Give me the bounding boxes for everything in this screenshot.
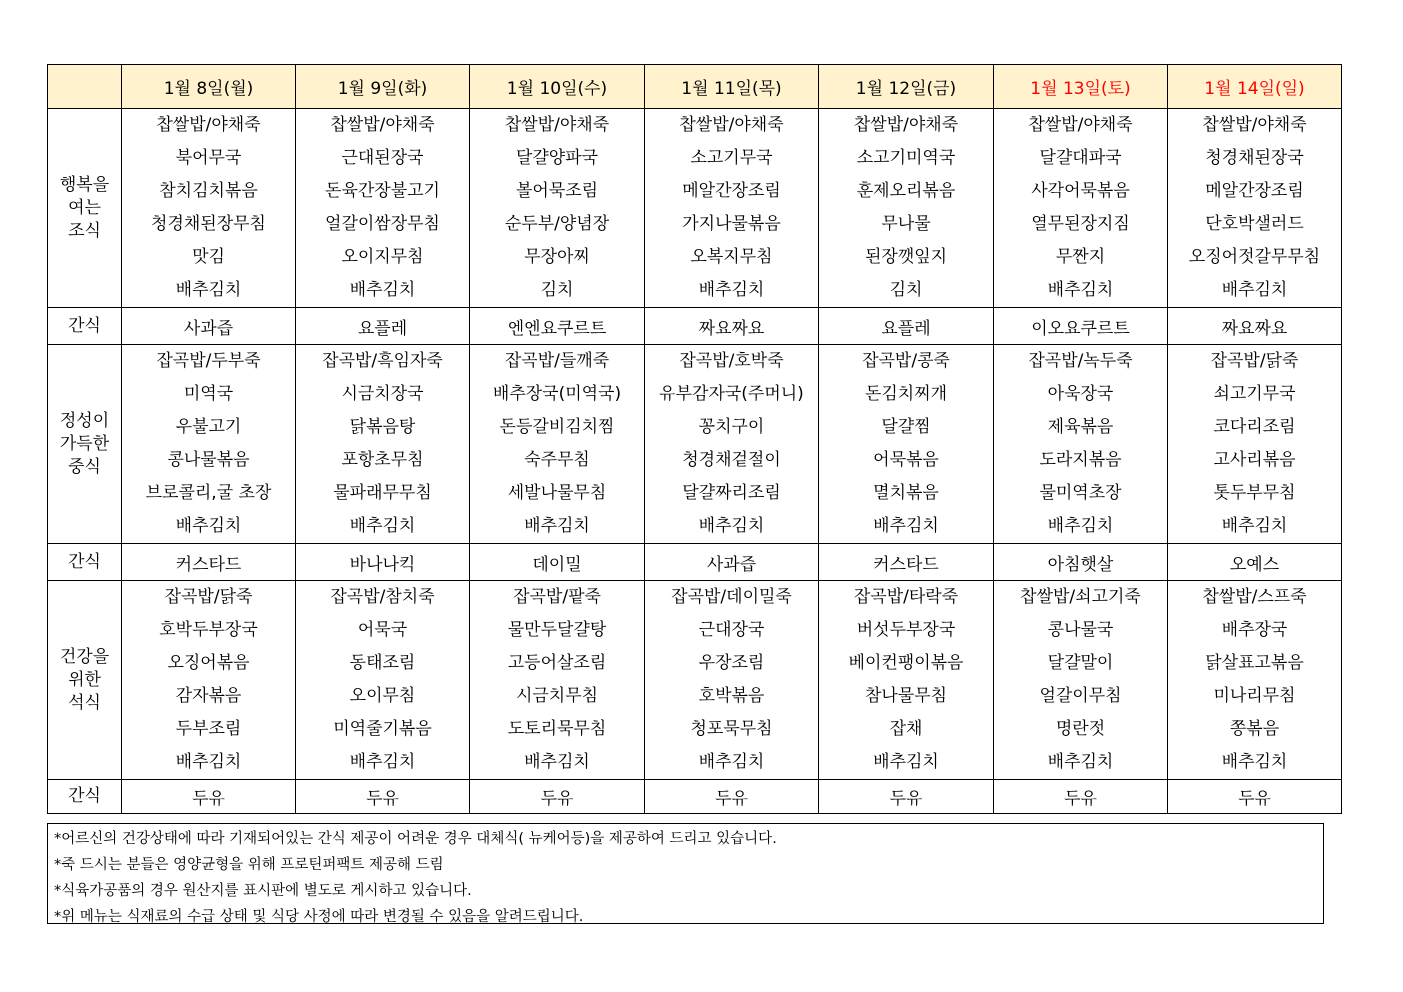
dish-item: 배추김치: [1047, 516, 1114, 536]
meal-cell: [122, 581, 296, 780]
day-header-sunday: 1월 14일(일): [1168, 65, 1342, 109]
dish-item: 소고기무국: [690, 148, 773, 168]
dish-item: 메알간장조림: [1205, 181, 1304, 201]
dish-item: 코다리조림: [1213, 417, 1296, 437]
dish-item: 배추장국: [1221, 620, 1288, 640]
meal-cell: [994, 109, 1168, 308]
dish-item: 도라지볶음: [1039, 450, 1122, 470]
meal-cell: [296, 581, 470, 780]
dish-item: 볼어묵조림: [515, 181, 599, 201]
snack-item: 두유: [1168, 780, 1342, 814]
dish-item: 잡곡밥/호박죽: [679, 351, 784, 371]
dish-item: 미역국: [183, 384, 234, 404]
dish-item: 배추김치: [349, 516, 416, 536]
dish-item: 청포묵무침: [690, 719, 773, 739]
meal-cell: [994, 345, 1168, 544]
dish-item: 배추김치: [1221, 752, 1288, 772]
dish-item: 우불고기: [175, 417, 242, 437]
dish-item: 배추김치: [175, 516, 242, 536]
dish-item: 잡곡밥/콩죽: [862, 351, 950, 371]
snack-item: 짜요짜요: [1168, 308, 1342, 345]
dish-item: 배추장국(미역국): [492, 384, 622, 404]
dish-item: 돈김치찌개: [864, 384, 948, 404]
meal-cell: [819, 109, 994, 308]
dish-item: 배추김치: [873, 516, 939, 536]
dish-item: 잡곡밥/닭죽: [164, 587, 253, 607]
dish-item: 배추김치: [1047, 280, 1114, 300]
dish-item: 도토리묵무침: [507, 719, 607, 739]
dish-item: 된장깻잎지: [864, 247, 948, 267]
dish-item: 오복지무침: [690, 247, 773, 267]
dish-item: 찹쌀밥/야채죽: [1202, 115, 1307, 135]
snack-item: 짜요짜요: [645, 308, 819, 345]
snack-item: 오예스: [1168, 544, 1342, 581]
dish-item: 배추김치: [873, 752, 939, 772]
snack-item: 사과즙: [645, 544, 819, 581]
snack-label: 간식: [48, 544, 122, 581]
dish-item: 북어무국: [175, 148, 242, 168]
dish-item: 감자볶음: [175, 686, 242, 706]
meal-cell: [296, 345, 470, 544]
snack-item: 바나나킥: [296, 544, 470, 581]
dish-item: 물만두달걀탕: [507, 620, 607, 640]
day-header: 1월 11일(목): [645, 65, 819, 109]
dish-item: 잡채: [889, 719, 923, 739]
meal-cell: [645, 345, 819, 544]
dish-item: 얼갈이무침: [1039, 686, 1122, 706]
meal-cell: [470, 581, 645, 780]
dish-item: 베이컨팽이볶음: [848, 653, 964, 673]
dish-item: 배추김치: [698, 752, 765, 772]
dish-item: 잡곡밥/타락죽: [853, 587, 959, 607]
dish-item: 배추김치: [175, 280, 242, 300]
meal-cell: [994, 581, 1168, 780]
dish-item: 닭볶음탕: [349, 417, 416, 437]
dish-item: 톳두부무침: [1213, 483, 1296, 503]
meal-cell: [819, 345, 994, 544]
dish-item: 무짠지: [1055, 247, 1106, 267]
day-header: 1월 10일(수): [470, 65, 645, 109]
dish-item: 훈제오리볶음: [856, 181, 956, 201]
dish-item: 청경채된장국: [1205, 148, 1304, 168]
dish-item: 콩나물국: [1047, 620, 1114, 640]
dish-item: 미나리무침: [1213, 686, 1296, 706]
snack-row-2: [48, 544, 1342, 581]
dish-item: 잡곡밥/녹두죽: [1028, 351, 1133, 371]
dish-item: 달걀짜리조림: [682, 483, 781, 503]
dish-item: 돈등갈비김치찜: [499, 417, 615, 437]
meal-cell: [296, 109, 470, 308]
snack-item: 두유: [122, 780, 296, 814]
dish-item: 얼갈이쌈장무침: [325, 214, 440, 234]
dish-item: 유부감자국(주머니): [659, 384, 804, 404]
dish-item: 배추김치: [524, 516, 590, 536]
dish-item: 잡곡밥/들깨죽: [504, 351, 610, 371]
dish-item: 우장조림: [698, 653, 765, 673]
dish-item: 오징어볶음: [167, 653, 250, 673]
dish-item: 잡곡밥/데이밀죽: [671, 587, 792, 607]
meal-cell: [470, 345, 645, 544]
dish-item: 사각어묵볶음: [1031, 181, 1130, 201]
dish-item: 찹쌀밥/야채죽: [504, 115, 610, 135]
dish-item: 호박볶음: [698, 686, 765, 706]
weekly-menu-table: [47, 64, 1342, 814]
dish-item: 참치김치볶음: [159, 181, 258, 201]
dish-item: 미역줄기볶음: [333, 719, 432, 739]
dish-item: 콩나물볶음: [167, 450, 250, 470]
day-header: 1월 8일(월): [122, 65, 296, 109]
dish-item: 잡곡밥/두부죽: [156, 351, 261, 371]
dish-item: 참나물무침: [864, 686, 948, 706]
dish-item: 어묵국: [357, 620, 408, 640]
snack-item: 두유: [819, 780, 994, 814]
snack-row-3: [48, 780, 1342, 814]
dish-item: 배추김치: [698, 516, 765, 536]
dish-item: 어묵볶음: [873, 450, 939, 470]
dish-item: 찹쌀밥/야채죽: [1028, 115, 1133, 135]
dish-item: 잡곡밥/참치죽: [330, 587, 435, 607]
dish-item: 메알간장조림: [682, 181, 781, 201]
snack-item: 엔엔요쿠르트: [470, 308, 645, 345]
meal-cell: [1168, 345, 1342, 544]
snack-item: 데이밀: [470, 544, 645, 581]
dish-item: 소고기미역국: [856, 148, 956, 168]
dish-item: 배추김치: [524, 752, 590, 772]
snack-label: 간식: [48, 308, 122, 345]
dish-item: 근대된장국: [341, 148, 424, 168]
dish-item: 배추김치: [1221, 516, 1288, 536]
snack-item: 두유: [994, 780, 1168, 814]
dish-item: 무나물: [881, 214, 931, 234]
dish-item: 잡곡밥/닭죽: [1210, 351, 1299, 371]
snack-item: 요플레: [296, 308, 470, 345]
dish-item: 찹쌀밥/쇠고기죽: [1020, 587, 1141, 607]
dish-item: 닭살표고볶음: [1205, 653, 1304, 673]
snack-item: 아침햇살: [994, 544, 1168, 581]
corner-cell: [48, 65, 122, 109]
snack-item: 커스타드: [122, 544, 296, 581]
dish-item: 근대장국: [698, 620, 765, 640]
dish-item: 맛김: [192, 247, 225, 267]
snack-item: 이오요쿠르트: [994, 308, 1168, 345]
dish-item: 물미역초장: [1039, 483, 1122, 503]
dish-item: 순두부/양념장: [504, 214, 610, 234]
dish-item: 숙주무침: [524, 450, 590, 470]
dinner-row: [48, 581, 1342, 780]
note-line: *식육가공품의 경우 원산지를 표시판에 별도로 게시하고 있습니다.: [54, 883, 472, 899]
dish-item: 달걀찜: [881, 417, 931, 437]
dish-item: 아욱장국: [1047, 384, 1114, 404]
breakfast-label: 행복을 여는 조식: [48, 109, 122, 308]
meal-cell: [122, 345, 296, 544]
meal-cell: [470, 109, 645, 308]
dish-item: 명란젓: [1055, 719, 1106, 739]
note-line: *죽 드시는 분들은 영양균형을 위해 프로틴퍼팩트 제공해 드림: [54, 857, 444, 873]
snack-item: 두유: [296, 780, 470, 814]
dish-item: 고등어살조림: [507, 653, 607, 673]
dish-item: 김치: [889, 280, 923, 300]
note-line: *위 메뉴는 식재료의 수급 상태 및 식당 사정에 따라 변경될 수 있음을 알려드립니다.: [54, 909, 584, 925]
meal-cell: [819, 581, 994, 780]
meal-cell: [1168, 581, 1342, 780]
dish-item: 찹쌀밥/야채죽: [853, 115, 959, 135]
lunch-label: 정성이 가득한 중식: [48, 345, 122, 544]
dish-item: 멸치볶음: [873, 483, 939, 503]
meal-cell: [1168, 109, 1342, 308]
dish-item: 달걀대파국: [1039, 148, 1122, 168]
meal-cell: [122, 109, 296, 308]
dish-item: 찹쌀밥/스프죽: [1202, 587, 1307, 607]
dish-item: 시금치장국: [341, 384, 424, 404]
dish-item: 동태조림: [349, 653, 416, 673]
snack-item: 요플레: [819, 308, 994, 345]
day-header: 1월 12일(금): [819, 65, 994, 109]
snack-row-1: [48, 308, 1342, 345]
dish-item: 시금치무침: [515, 686, 599, 706]
snack-label: 간식: [48, 780, 122, 814]
dish-item: 잡곡밥/팥죽: [513, 587, 601, 607]
dish-item: 오이지무침: [341, 247, 424, 267]
lunch-row: [48, 345, 1342, 544]
dish-item: 배추김치: [1047, 752, 1114, 772]
day-header: 1월 9일(화): [296, 65, 470, 109]
dish-item: 브로콜리,굴 초장: [145, 483, 272, 503]
dish-item: 배추김치: [175, 752, 242, 772]
dish-item: 배추김치: [349, 752, 416, 772]
dish-item: 배추김치: [698, 280, 765, 300]
dish-item: 오징어젓갈무무침: [1188, 247, 1321, 267]
dish-item: 찹쌀밥/야채죽: [330, 115, 435, 135]
header-row: [48, 65, 1342, 109]
dish-item: 가지나물볶음: [682, 214, 781, 234]
snack-item: 커스타드: [819, 544, 994, 581]
meal-cell: [645, 109, 819, 308]
dish-item: 세발나물무침: [507, 483, 607, 503]
dish-item: 잡곡밥/흑임자죽: [322, 351, 443, 371]
dish-item: 포항초무침: [341, 450, 424, 470]
dish-item: 열무된장지짐: [1031, 214, 1130, 234]
dish-item: 쇠고기무국: [1213, 384, 1296, 404]
dish-item: 찹쌀밥/야채죽: [156, 115, 261, 135]
dish-item: 두부조림: [175, 719, 242, 739]
dish-item: 물파래무무침: [333, 483, 432, 503]
snack-item: 두유: [470, 780, 645, 814]
dish-item: 무장아찌: [524, 247, 590, 267]
dish-item: 김치: [540, 280, 574, 300]
day-header-saturday: 1월 13일(토): [994, 65, 1168, 109]
note-line: *어르신의 건강상태에 따라 기재되어있는 간식 제공이 어려운 경우 대체식( 뉴케어등)을 제공하여 드리고 있습니다.: [54, 831, 777, 847]
dish-item: 고사리볶음: [1213, 450, 1296, 470]
dish-item: 꽁치구이: [698, 417, 765, 437]
dish-item: 배추김치: [349, 280, 416, 300]
dish-item: 버섯두부장국: [856, 620, 956, 640]
dinner-label: 건강을 위한 석식: [48, 581, 122, 780]
dish-item: 돈육간장불고기: [325, 181, 440, 201]
dish-item: 쫑볶음: [1229, 719, 1280, 739]
dish-item: 달걀말이: [1047, 653, 1114, 673]
snack-item: 두유: [645, 780, 819, 814]
dish-item: 달걀양파국: [515, 148, 599, 168]
breakfast-row: [48, 109, 1342, 308]
snack-item: 사과즙: [122, 308, 296, 345]
notes-box: [47, 823, 1324, 924]
dish-item: 제육볶음: [1047, 417, 1114, 437]
meal-cell: [645, 581, 819, 780]
dish-item: 호박두부장국: [159, 620, 258, 640]
dish-item: 청경채된장무침: [151, 214, 266, 234]
dish-item: 찹쌀밥/야채죽: [679, 115, 784, 135]
dish-item: 단호박샐러드: [1205, 214, 1304, 234]
dish-item: 배추김치: [1221, 280, 1288, 300]
dish-item: 오이무침: [349, 686, 416, 706]
dish-item: 청경채겉절이: [682, 450, 781, 470]
